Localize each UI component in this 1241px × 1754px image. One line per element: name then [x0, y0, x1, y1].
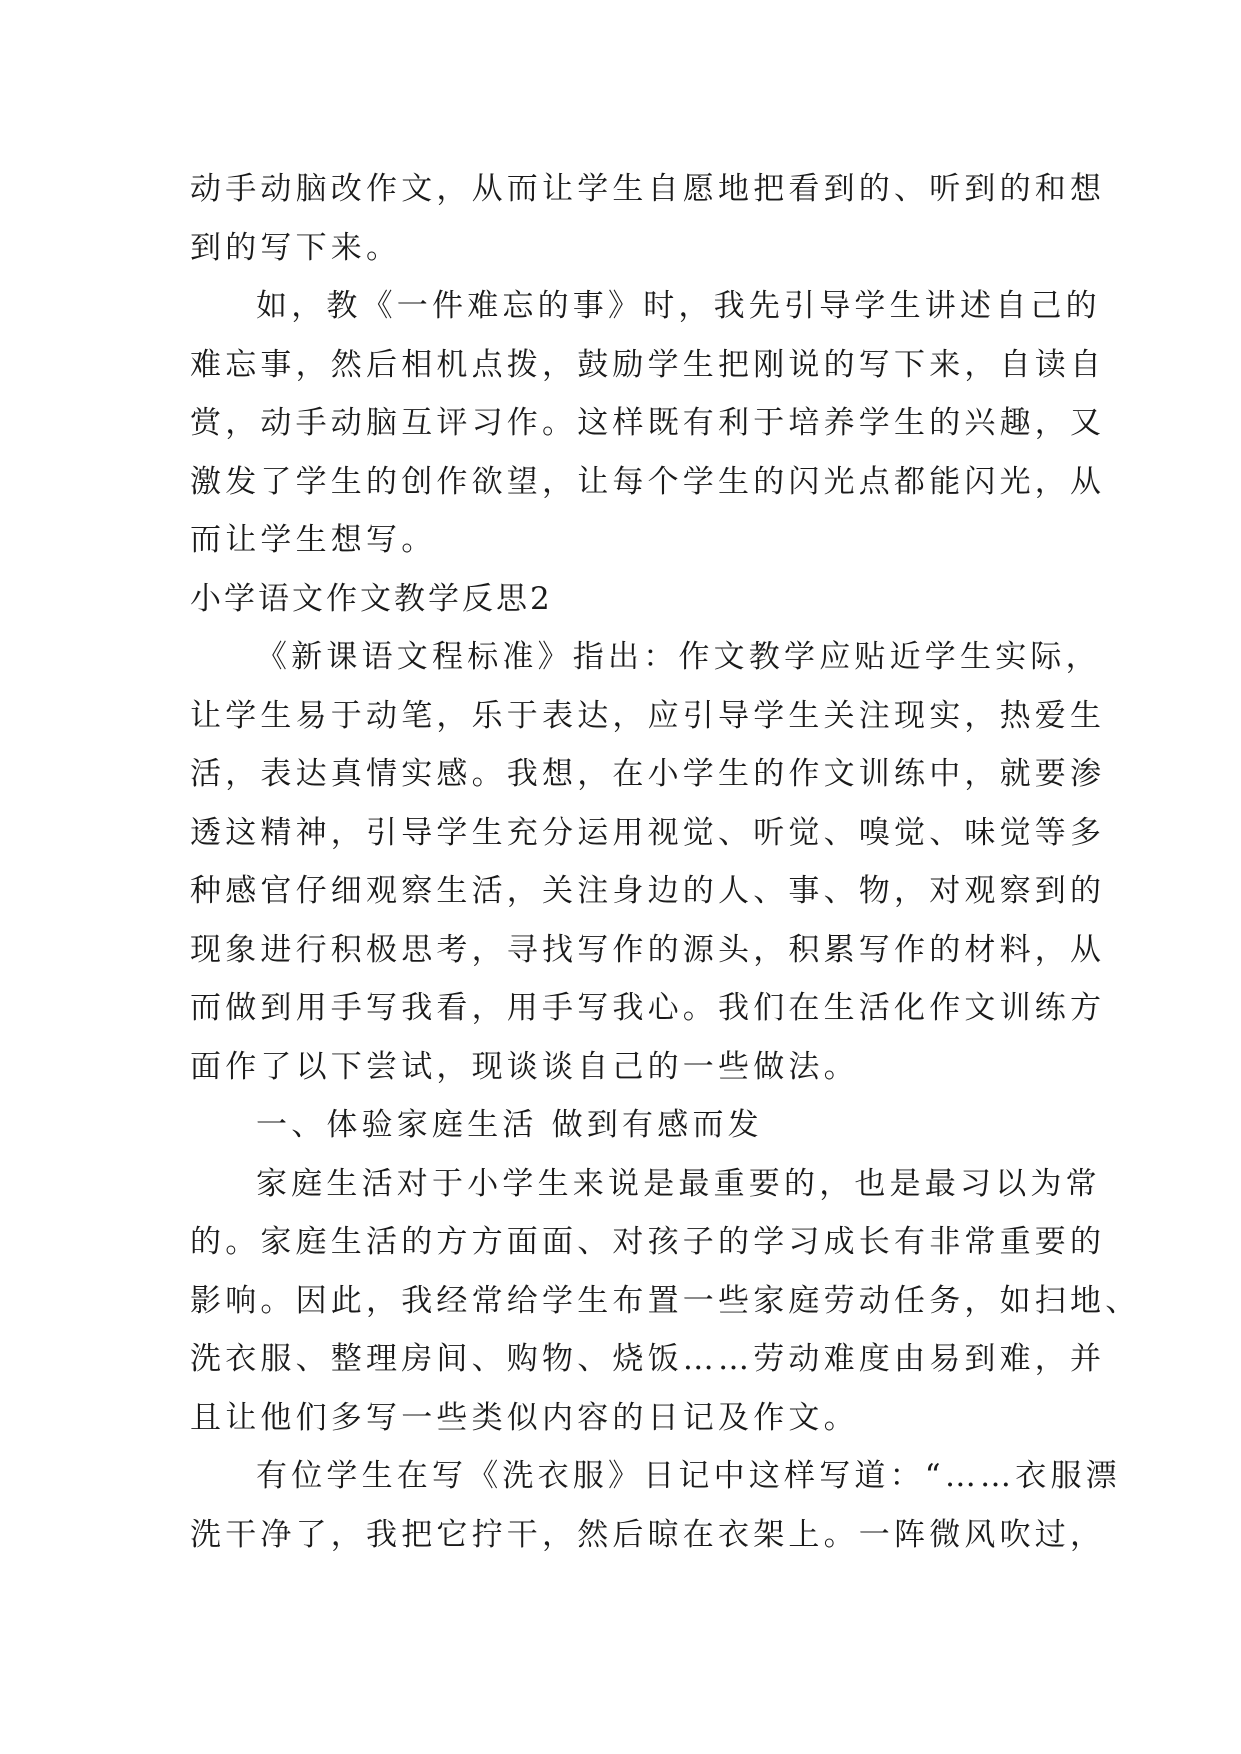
subsection-heading: 一、体验家庭生活 做到有感而发 — [256, 1107, 763, 1143]
paragraph-line: 活，表达真情实感。我想，在小学生的作文训练中，就要渗 — [190, 756, 1106, 792]
paragraph-line: 且让他们多写一些类似内容的日记及作文。 — [190, 1399, 859, 1436]
paragraph-line: 有位学生在写《洗衣服》日记中这样写道：“……衣服漂 — [256, 1458, 1121, 1494]
paragraph-line: 让学生易于动笔，乐于表达，应引导学生关注现实，热爱生 — [190, 697, 1106, 734]
section-heading: 小学语文作文教学反思2 — [190, 580, 553, 617]
paragraph-line: 而让学生想写。 — [190, 522, 437, 558]
paragraph-line: 如，教《一件难忘的事》时，我先引导学生讲述自己的 — [256, 288, 1101, 324]
paragraph-line: 洗衣服、整理房间、购物、烧饭……劳动难度由易到难，并 — [190, 1341, 1106, 1377]
paragraph-line: 动手动脑改作文，从而让学生自愿地把看到的、听到的和想 — [190, 171, 1106, 207]
paragraph-line: 家庭生活对于小学生来说是最重要的，也是最习以为常 — [256, 1165, 1101, 1202]
paragraph-line: 影响。因此，我经常给学生布置一些家庭劳动任务，如扫地、 — [190, 1282, 1141, 1319]
paragraph-line: 现象进行积极思考，寻找写作的源头，积累写作的材料，从 — [190, 931, 1106, 968]
paragraph-line: 到的写下来。 — [190, 229, 402, 266]
paragraph-line: 而做到用手写我看，用手写我心。我们在生活化作文训练方 — [190, 990, 1106, 1026]
document-body — [190, 160, 1141, 1564]
paragraph-line: 面作了以下尝试，现谈谈自己的一些做法。 — [190, 1048, 859, 1085]
paragraph-line: 赏，动手动脑互评习作。这样既有利于培养学生的兴趣，又 — [190, 405, 1106, 441]
paragraph-line: 激发了学生的创作欲望，让每个学生的闪光点都能闪光，从 — [190, 463, 1106, 500]
paragraph-line: 洗干净了，我把它拧干，然后晾在衣架上。一阵微风吹过， — [190, 1516, 1106, 1553]
paragraph-line: 种感官仔细观察生活，关注身边的人、事、物，对观察到的 — [190, 873, 1106, 909]
paragraph-line: 《新课语文程标准》指出：作文教学应贴近学生实际， — [256, 639, 1101, 675]
paragraph-line: 透这精神，引导学生充分运用视觉、听觉、嗅觉、味觉等多 — [190, 814, 1106, 851]
paragraph-line: 难忘事，然后相机点拨，鼓励学生把刚说的写下来，自读自 — [190, 346, 1106, 383]
paragraph-line: 的。家庭生活的方方面面、对孩子的学习成长有非常重要的 — [190, 1224, 1106, 1260]
